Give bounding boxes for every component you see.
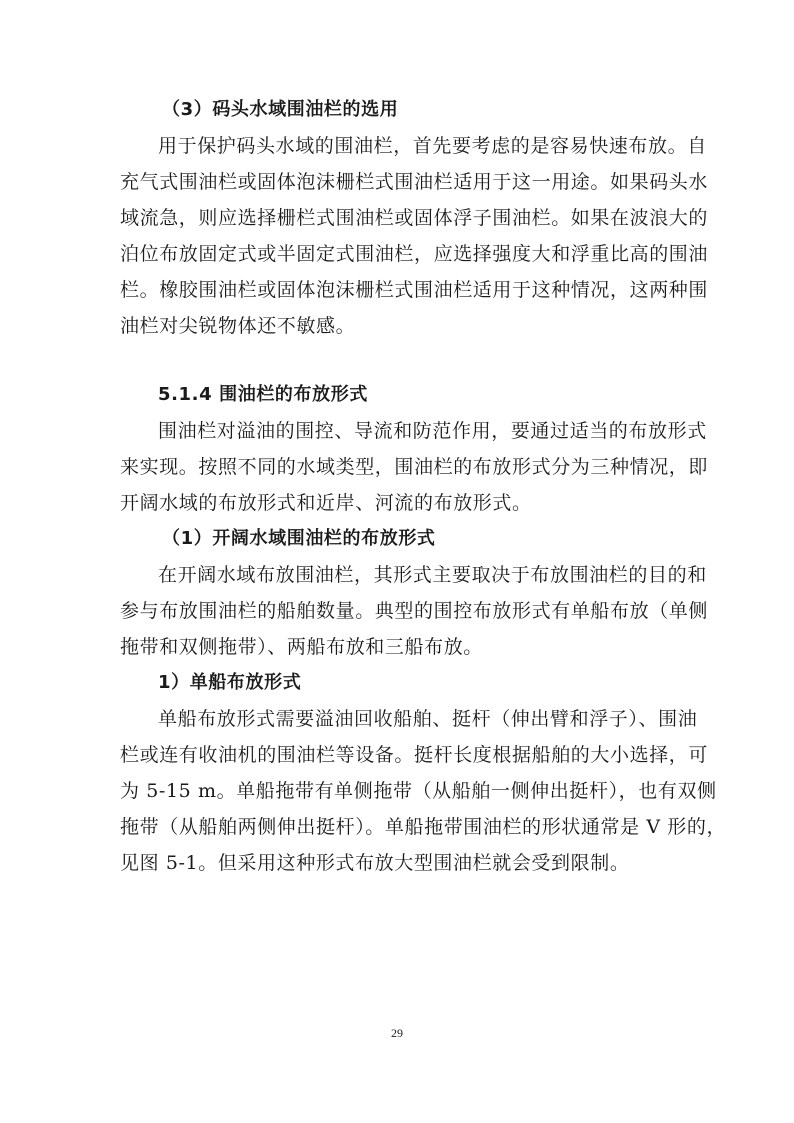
paragraph-line: 栏。橡胶围油栏或固体泡沫栅栏式围油栏适用于这种情况，这两种围	[120, 279, 709, 301]
paragraph-line: 栏或连有收油机的围油栏等设备。挺杆长度根据船舶的大小选择，可	[120, 744, 709, 766]
paragraph-line: 参与布放围油栏的船舶数量。典型的围控布放形式有单船布放（单侧	[120, 600, 709, 622]
paragraph-line: 来实现。按照不同的水域类型，围油栏的布放形式分为三种情况，即	[120, 456, 709, 478]
paragraph-line: 为 5-15 m。单船拖带有单侧拖带（从船舶一侧伸出挺杆），也有双侧	[120, 780, 717, 802]
paragraph-line: 围油栏对溢油的围控、导流和防范作用，要通过适当的布放形式	[158, 420, 707, 442]
section-heading-3: （3）码头水域围油栏的选用	[162, 99, 399, 120]
page-number: 29	[391, 1026, 403, 1040]
paragraph-line: 见图 5-1。但采用这种形式布放大型围油栏就会受到限制。	[120, 852, 630, 874]
section-heading-5-1-4: 5.1.4 围油栏的布放形式	[158, 384, 368, 405]
paragraph-line: 单船布放形式需要溢油回收船舶、挺杆（伸出臂和浮子）、围油	[158, 708, 698, 730]
paragraph-line: 在开阔水域布放围油栏，其形式主要取决于布放围油栏的目的和	[158, 564, 707, 586]
paragraph-line: 油栏对尖锐物体还不敏感。	[120, 315, 356, 337]
paragraph-line: 充气式围油栏或固体泡沫栅栏式围油栏适用于这一用途。如果码头水	[120, 171, 709, 193]
paragraph-line: 用于保护码头水域的围油栏，首先要考虑的是容易快速布放。自	[158, 135, 707, 157]
paragraph-line: 拖带（从船舶两侧伸出挺杆）。单船拖带围油栏的形状通常是 V 形的，	[120, 816, 727, 838]
subsection-heading-1: （1）开阔水域围油栏的布放形式	[162, 528, 436, 549]
paragraph-line: 泊位布放固定式或半固定式围油栏，应选择强度大和浮重比高的围油	[120, 243, 709, 265]
paragraph-line: 域流急，则应选择栅栏式围油栏或固体浮子围油栏。如果在波浪大的	[120, 207, 709, 229]
paragraph-line: 开阔水域的布放形式和近岸、河流的布放形式。	[120, 492, 532, 514]
item-heading-1: 1）单船布放形式	[158, 672, 302, 693]
paragraph-line: 拖带和双侧拖带）、两船布放和三船布放。	[120, 636, 483, 658]
